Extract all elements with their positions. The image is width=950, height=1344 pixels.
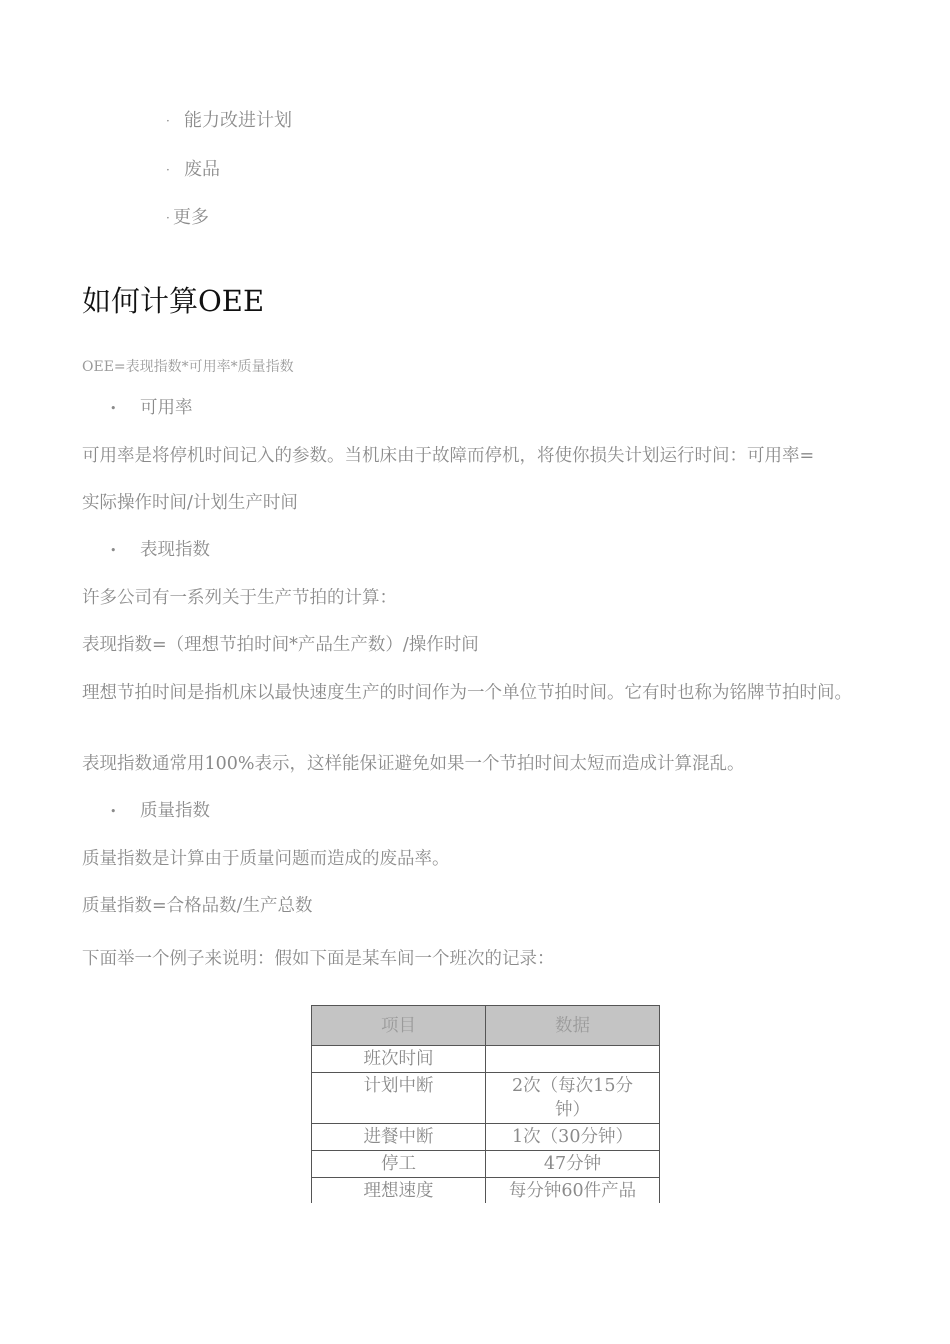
paragraph: 质量指数是计算由于质量问题而造成的废品率。 xyxy=(82,849,450,869)
paragraph: 质量指数=合格品数/生产总数 xyxy=(82,896,313,916)
paragraph: 可用率是将停机时间记入的参数。当机床由于故障而停机，将使你损失计划运行时间：可用率= xyxy=(82,446,815,466)
bullet-performance xyxy=(110,536,210,561)
column-header: 数据 xyxy=(486,1006,660,1046)
table-cell: 进餐中断 xyxy=(312,1124,486,1151)
paragraph: 理想节拍时间是指机床以最快速度生产的时间作为一个单位节拍时间。它有时也称为铭牌节拍时间。 xyxy=(82,683,852,703)
paragraph: 许多公司有一系列关于生产节拍的计算： xyxy=(82,588,397,608)
paragraph: 下面举一个例子来说明：假如下面是某车间一个班次的记录： xyxy=(82,949,555,969)
bullet-icon: · xyxy=(166,114,170,128)
table-cell: 47分钟 xyxy=(486,1151,660,1178)
bullet-icon: • xyxy=(110,402,117,415)
oee-formula: OEE=表现指数*可用率*质量指数 xyxy=(82,359,294,375)
list-item-label: 更多 xyxy=(173,207,209,228)
table-cell xyxy=(486,1046,660,1073)
section-heading: 如何计算OEE xyxy=(82,284,265,318)
bullet-icon: · xyxy=(166,211,170,225)
list-item xyxy=(166,203,209,229)
table-row xyxy=(312,1073,660,1124)
table-cell: 停工 xyxy=(312,1151,486,1178)
bullet-availability xyxy=(110,394,193,419)
table-header-row xyxy=(312,1006,660,1046)
table-cell: 班次时间 xyxy=(312,1046,486,1073)
bullet-quality xyxy=(110,797,210,822)
table-cell: 1次（30分钟） xyxy=(486,1124,660,1151)
bullet-label: 可用率 xyxy=(140,398,193,418)
list-item xyxy=(166,106,292,132)
table-row xyxy=(312,1046,660,1073)
bullet-label: 表现指数 xyxy=(140,540,210,560)
table-cell: 计划中断 xyxy=(312,1073,486,1124)
table-cell: 2次（每次15分钟） xyxy=(486,1073,660,1124)
paragraph: 表现指数通常用100%表示，这样能保证避免如果一个节拍时间太短而造成计算混乱。 xyxy=(82,754,745,774)
bullet-icon: • xyxy=(110,544,117,557)
list-item xyxy=(166,155,220,181)
list-item-label: 废品 xyxy=(184,159,220,180)
paragraph: 实际操作时间/计划生产时间 xyxy=(82,493,298,513)
column-header: 项目 xyxy=(312,1006,486,1046)
table-row xyxy=(312,1178,660,1204)
table-cell: 每分钟60件产品 xyxy=(486,1178,660,1204)
bullet-icon: · xyxy=(166,163,170,177)
table-cell: 理想速度 xyxy=(312,1178,486,1204)
list-item-label: 能力改进计划 xyxy=(184,110,292,131)
bullet-icon: • xyxy=(110,805,117,818)
table-row xyxy=(312,1151,660,1178)
shift-record-table xyxy=(311,1005,660,1203)
paragraph: 表现指数=（理想节拍时间*产品生产数）/操作时间 xyxy=(82,635,479,655)
table-row xyxy=(312,1124,660,1151)
bullet-label: 质量指数 xyxy=(140,801,210,821)
